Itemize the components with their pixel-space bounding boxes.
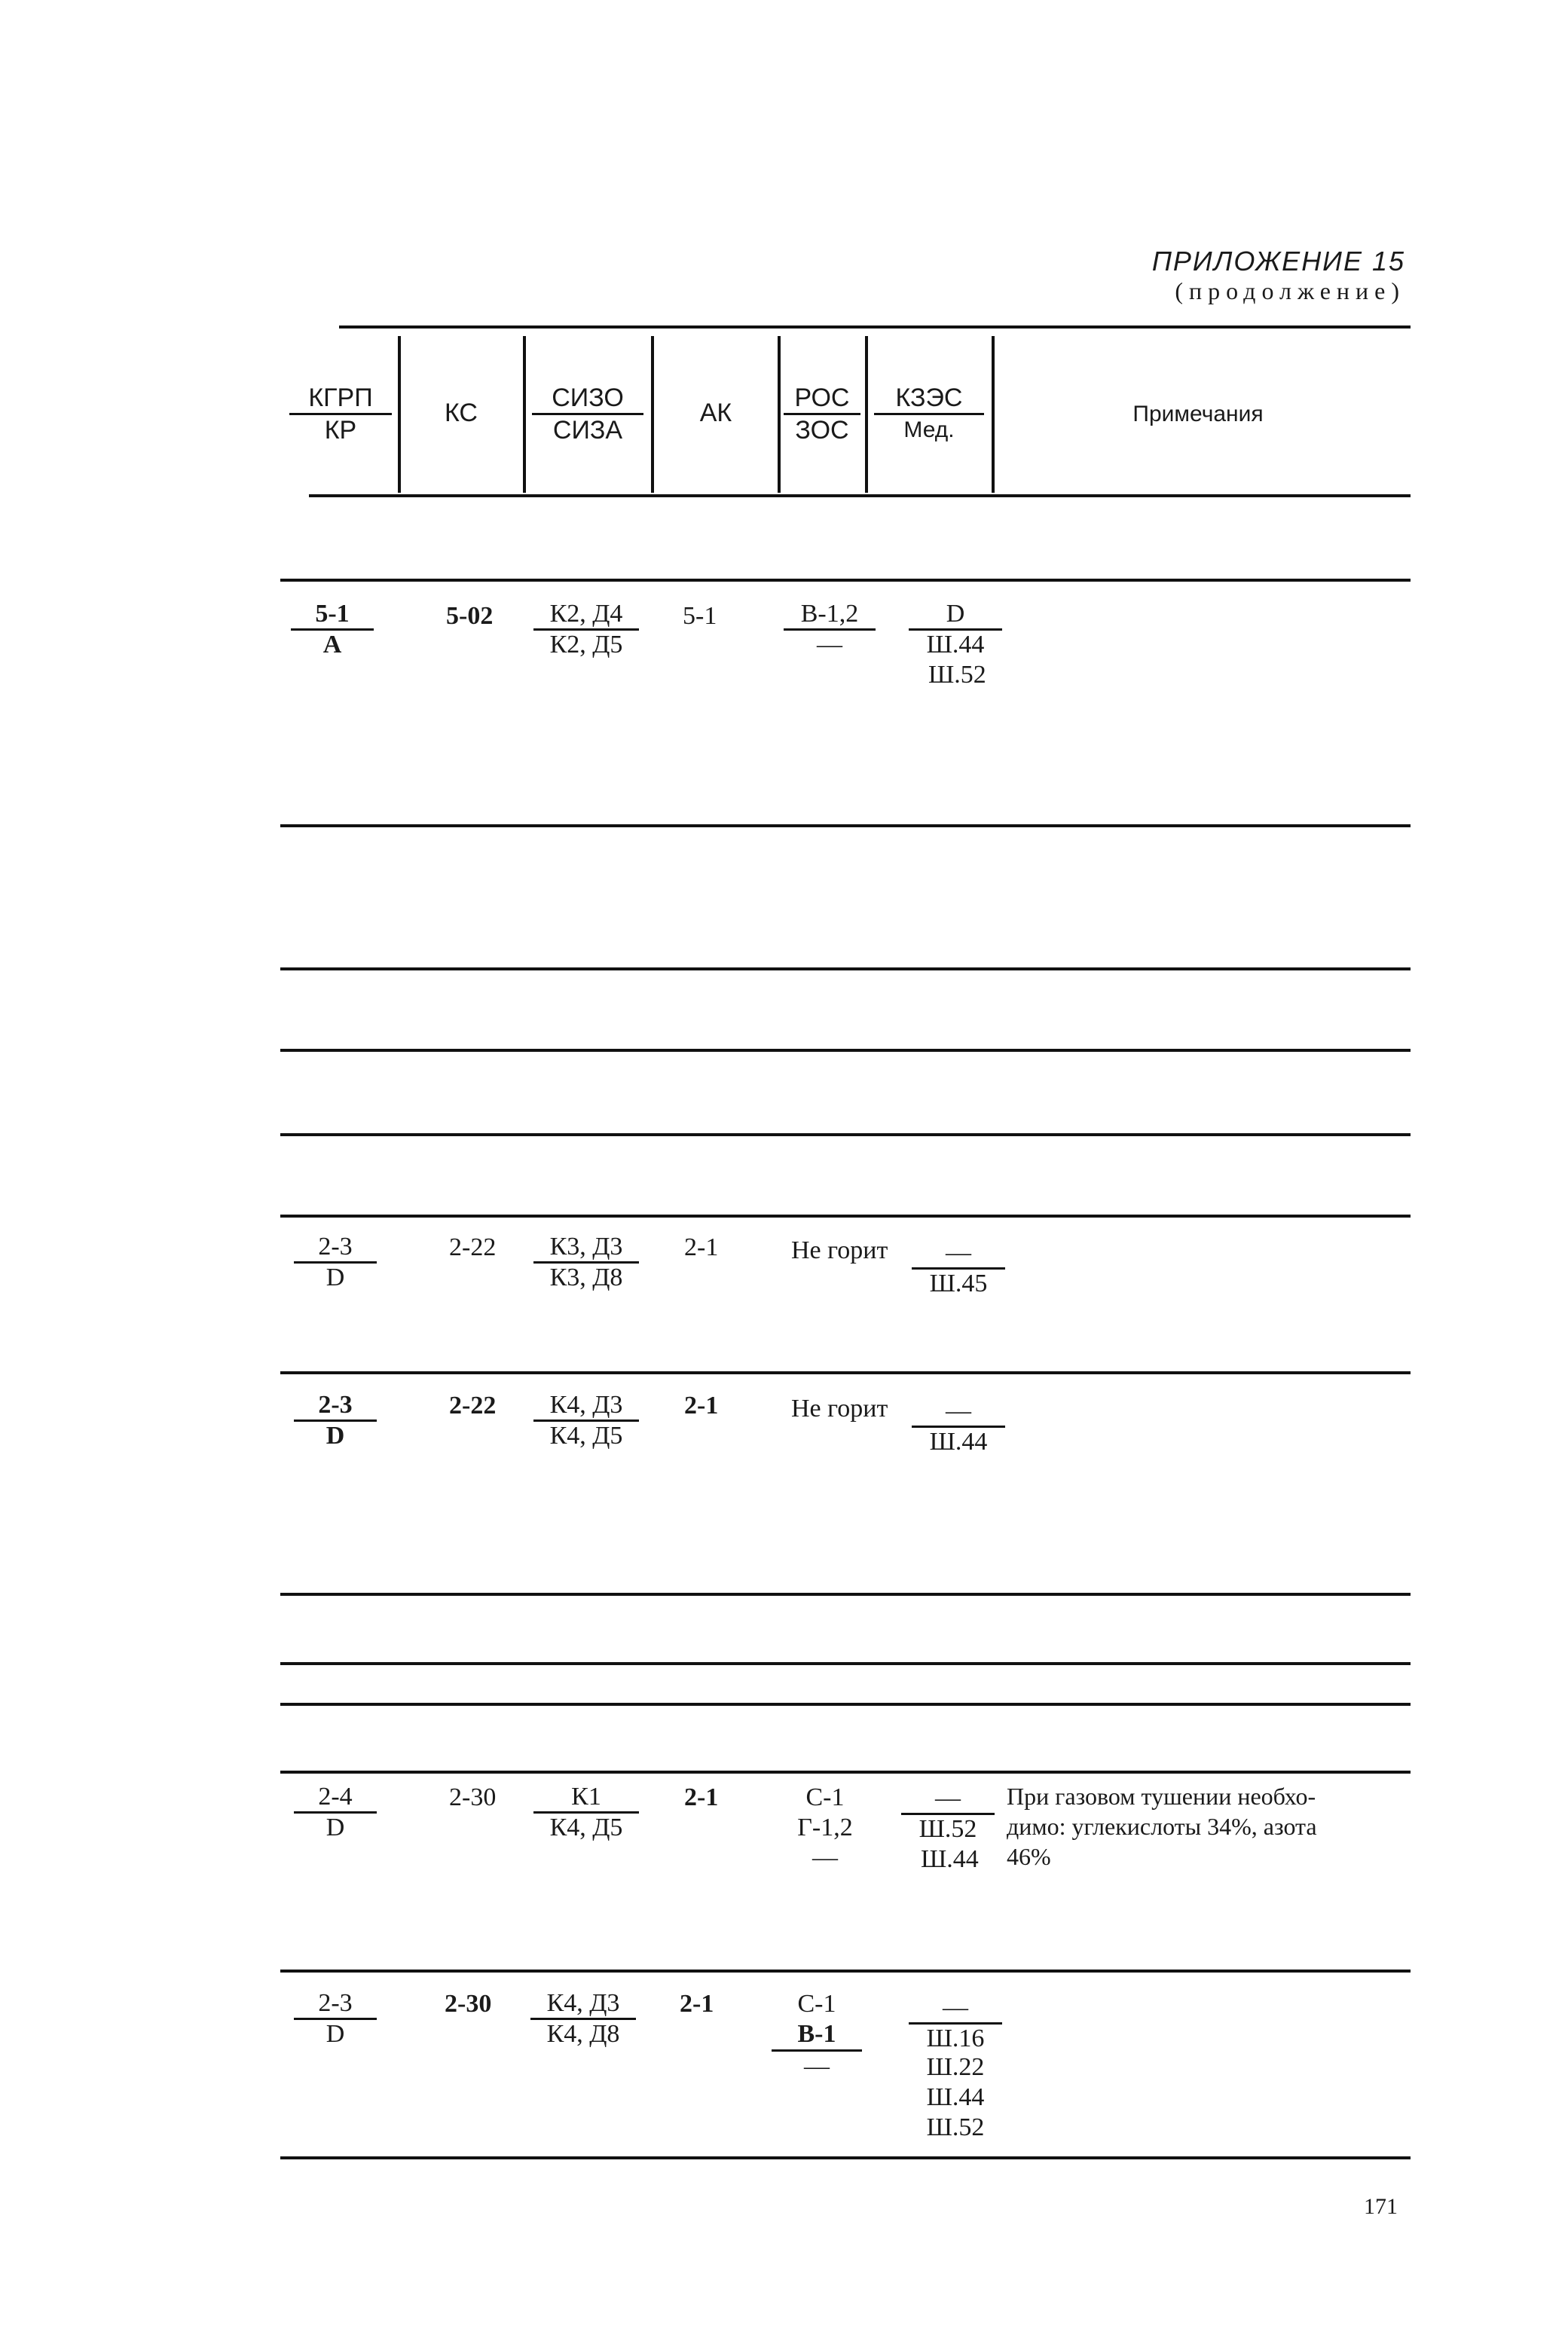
header-divider (398, 336, 401, 493)
row-rule (280, 1662, 1411, 1665)
cell-ak: 2-1 (684, 1783, 719, 1811)
cell-sizo-siza: К4, Д3 К4, Д5 (533, 1391, 639, 1450)
cell-ros-stack: С-1 В-1 — (772, 1989, 862, 2082)
table-bottom-rule (280, 2156, 1411, 2159)
row-rule (280, 579, 1411, 582)
cell-kgrp-kr: $\frac{2-3}{D}$ (294, 1989, 377, 2049)
cell-ak: 2-1 (684, 1392, 719, 1420)
header-sizo: СИЗО (552, 384, 624, 412)
cell-ak: 2-1 (680, 1990, 714, 2018)
row-rule (280, 1371, 1411, 1374)
appendix-title: ПРИЛОЖЕНИЕ 15 (1151, 246, 1405, 277)
header-kr: КР (289, 413, 392, 445)
cell-sizo-siza: К1 К4, Д5 (533, 1783, 639, 1842)
header-notes: Примечания (1132, 402, 1264, 426)
row-rule (280, 1970, 1411, 1973)
cell-kzes-med: — Ш.45 (912, 1239, 1005, 1298)
row-rule (280, 967, 1411, 970)
header-divider (778, 336, 781, 493)
cell-ros: Не горит (791, 1395, 888, 1423)
header-kzes-med (874, 383, 984, 445)
cell-kzes-med: — Ш.52 (901, 1784, 995, 1844)
cell-kgrp-kr: $\frac{2-3}{D}$ (294, 1233, 377, 1292)
header-ks: КС (445, 399, 478, 427)
cell-ak: 5-1 (683, 602, 717, 630)
row-rule (280, 1593, 1411, 1596)
cell-sizo-siza: К2, Д4 К2, Д5 (533, 600, 639, 659)
cell-ros: Не горит (791, 1236, 888, 1264)
header-kgrp-kr (289, 383, 392, 445)
cell-note: При газовом тушении необхо- димо: углекислоты 34%, азота 46% (1007, 1783, 1317, 1870)
header-sizo-siza (532, 383, 643, 445)
cell-ks: 2-22 (449, 1233, 497, 1261)
row-rule (280, 1049, 1411, 1052)
cell-kgrp-kr: $\frac{2-3}{D}$ (294, 1391, 377, 1450)
header-ak: АК (699, 399, 732, 427)
cell-kgrp-kr: $\frac{5-1}{A}$ (291, 600, 374, 659)
page-number: 171 (1364, 2194, 1398, 2219)
table-top-rule (339, 325, 1411, 329)
cell-med-extra: Ш.44 (921, 1845, 979, 1873)
cell-med-extra: Ш.22 Ш.44 Ш.52 (926, 2053, 985, 2141)
cell-sizo-siza: К3, Д3 К3, Д8 (533, 1233, 639, 1292)
row-rule (280, 1215, 1411, 1218)
cell-kgrp-kr: $\frac{2-4}{D}$ (294, 1783, 377, 1842)
row-rule (280, 1133, 1411, 1136)
cell-ak: 2-1 (684, 1233, 719, 1261)
cell-kzes-med: — Ш.44 (912, 1397, 1005, 1456)
header-divider (651, 336, 654, 493)
row-rule (280, 824, 1411, 827)
header-zos: ЗОС (784, 413, 860, 445)
cell-ks: 2-22 (449, 1392, 497, 1420)
header-divider (992, 336, 995, 493)
row-rule (280, 1771, 1411, 1774)
header-ros-zos (784, 383, 860, 445)
header-med: Мед. (874, 413, 984, 445)
header-divider (865, 336, 868, 493)
cell-ks: 2-30 (445, 1990, 492, 2018)
cell-ks: 5-02 (446, 602, 494, 630)
cell-ks: 2-30 (449, 1783, 497, 1811)
appendix-subtitle: (продолжение) (1175, 277, 1405, 304)
header-kzes: КЗЭС (895, 384, 963, 412)
header-siza: СИЗА (532, 413, 643, 445)
header-bottom-rule (309, 494, 1411, 497)
cell-kzes-med: — Ш.16 (909, 1994, 1002, 2053)
cell-ros-zos: В-1,2 — (784, 600, 876, 659)
header-kgrp: КГРП (308, 384, 373, 412)
cell-kzes-med: D Ш.44 (909, 600, 1002, 659)
cell-ros-stack: С-1 Г-1,2 — (797, 1783, 853, 1872)
header-ros: РОС (794, 384, 850, 412)
row-rule (280, 1703, 1411, 1706)
cell-med-extra: Ш.52 (928, 661, 986, 689)
header-divider (523, 336, 526, 493)
cell-sizo-siza: К4, Д3 К4, Д8 (530, 1989, 636, 2049)
